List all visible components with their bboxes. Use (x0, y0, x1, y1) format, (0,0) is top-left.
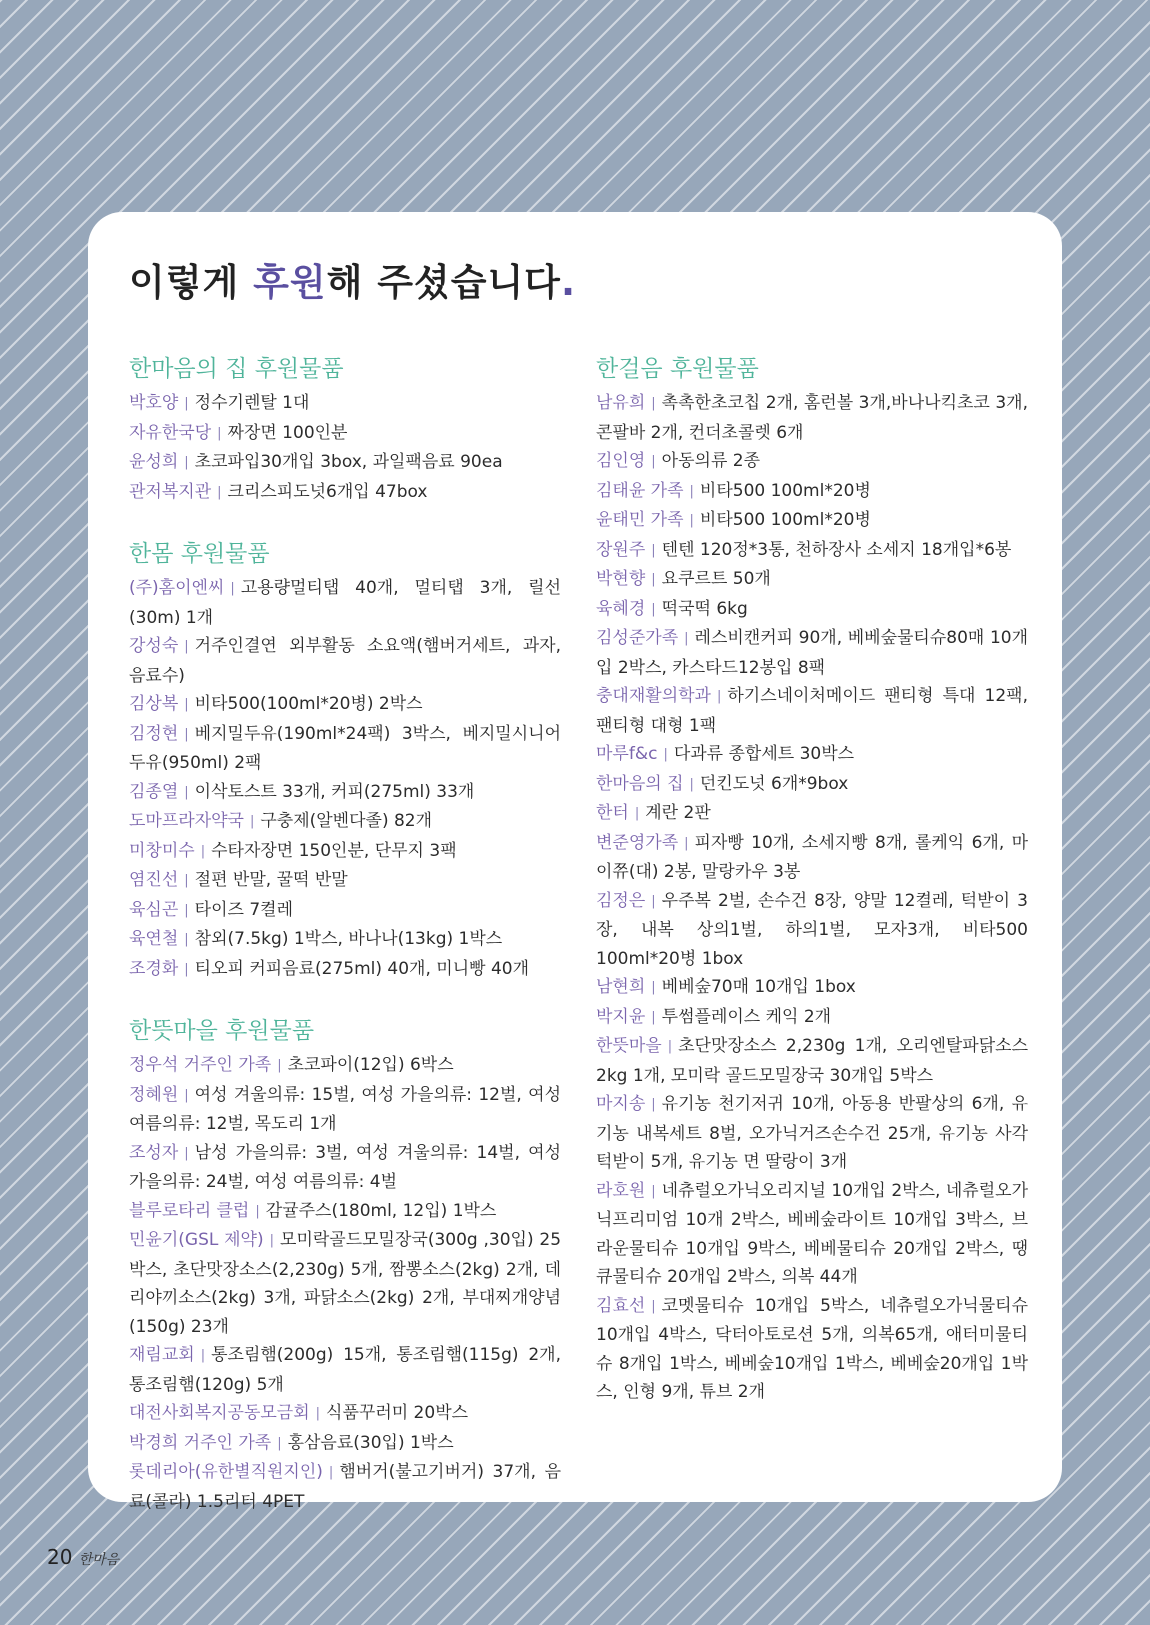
donated-items: 홍삼음료(30입) 1박스 (287, 1432, 454, 1453)
donated-items: 초코파이(12입) 6박스 (287, 1055, 454, 1075)
separator-bar: | (217, 425, 222, 441)
separator-bar: | (634, 806, 640, 821)
donation-entry (596, 1003, 1028, 1033)
donor-name: 마지송 (596, 1094, 646, 1114)
donation-entry (129, 478, 561, 508)
donated-items: 다과류 종합세트 30박스 (673, 744, 855, 764)
donated-items: 초단맛장소스 2,230g 1개, 오리엔탈파닭소스 2kg 1개, 모미락 골드모밀장국 30개입 5박스 (596, 1036, 1028, 1086)
donation-section (129, 1012, 561, 1516)
donated-items: 텐텐 120정*3통, 천하장사 소세지 18개입*6봉 (661, 539, 1012, 560)
donated-items: 초코파입30개입 3box, 과일팩음료 90ea (194, 452, 503, 472)
donation-entry (596, 829, 1028, 887)
donor-name: 남유희 (596, 393, 646, 413)
donor-name: 한마음의 집 (596, 773, 684, 794)
separator-bar: | (184, 639, 189, 654)
donation-entry (129, 837, 561, 867)
donated-items: 유기농 천기저귀 10개, 아동용 반팔상의 6개, 유기농 내복세트 8벌, 오가닉거즈손수건 25개, 유기농 사각턱받이 5개, 유기농 면 딸랑이 3개 (596, 1094, 1028, 1172)
donation-entry (129, 1226, 561, 1341)
donor-name: 한뜻마을 (596, 1036, 662, 1056)
donor-name: 관저복지관 (129, 481, 212, 502)
separator-bar: | (651, 980, 656, 995)
right-column (596, 350, 1028, 1435)
donation-entry (129, 632, 561, 690)
donated-items: 요쿠르트 50개 (661, 569, 771, 589)
left-column (129, 350, 561, 1544)
donated-items: 투썸플레이스 케익 2개 (661, 1006, 832, 1027)
donation-entry (129, 574, 561, 632)
separator-bar: | (184, 726, 189, 742)
separator-bar: | (230, 581, 235, 596)
donated-items: 햄버거(불고기버거) 37개, 음료(콜라) 1.5리터 4PET (129, 1462, 561, 1512)
donation-entry (129, 807, 561, 837)
donor-name: 박호양 (129, 393, 179, 413)
donor-name: 육연철 (129, 929, 179, 949)
donor-name: 라호원 (596, 1180, 646, 1201)
separator-bar: | (200, 843, 206, 859)
donor-name: 박현향 (596, 569, 646, 589)
donated-items: 이삭토스트 33개, 커피(275ml) 33개 (194, 781, 475, 802)
separator-bar: | (651, 396, 656, 411)
content-card (88, 212, 1062, 1512)
separator-bar: | (277, 1435, 282, 1451)
separator-bar: | (651, 893, 656, 909)
separator-bar: | (184, 902, 189, 918)
donated-items: 베베숲70매 10개입 1box (661, 977, 856, 997)
donated-items: 타이즈 7켤레 (194, 899, 294, 920)
donation-entry (596, 595, 1028, 625)
separator-bar: | (663, 747, 668, 762)
page-title-accent: 후원 (253, 261, 327, 304)
donated-items: 통조림햄(200g) 15개, 통조림햄(115g) 2개, 통조림햄(120g) 5개 (129, 1345, 561, 1395)
donor-name: 강성숙 (129, 636, 179, 656)
donor-name: 남현희 (596, 977, 646, 997)
donation-entry (596, 389, 1028, 447)
donation-entry (129, 1429, 561, 1459)
separator-bar: | (689, 776, 694, 792)
donated-items: 비타500 100ml*20병 (699, 510, 871, 530)
donation-entry (596, 506, 1028, 536)
separator-bar: | (184, 873, 189, 888)
donation-entry (596, 1090, 1028, 1177)
donation-entry (596, 536, 1028, 566)
donor-name: 민윤기(GSL 제약) (129, 1230, 264, 1250)
donation-entry (596, 565, 1028, 595)
section-title: 한몸 후원물품 (129, 541, 270, 567)
donor-name: 박경희 거주인 가족 (129, 1432, 272, 1453)
donor-name: 염진선 (129, 870, 179, 890)
section-title: 한뜻마을 후원물품 (129, 1018, 315, 1044)
donor-name: 마루f&c (596, 744, 658, 764)
donated-items: 수타자장면 150인분, 단무지 3팩 (211, 840, 457, 861)
donor-name: 대전사회복지공동모금회 (129, 1403, 310, 1423)
magazine-logo: 한마음 (78, 1552, 120, 1568)
donation-entry (596, 799, 1028, 829)
donation-entry (596, 1292, 1028, 1407)
donation-section (129, 535, 561, 984)
donation-entry (129, 896, 561, 926)
separator-bar: | (651, 454, 656, 469)
separator-bar: | (184, 697, 189, 712)
donor-name: 장원주 (596, 539, 646, 560)
donor-name: 조경화 (129, 958, 179, 979)
donation-entry (129, 866, 561, 896)
donated-items: 절편 반말, 꿀떡 반말 (194, 870, 348, 890)
section-title: 한걸음 후원물품 (596, 356, 759, 382)
donated-items: 던킨도넛 6개*9box (699, 773, 849, 794)
separator-bar: | (184, 1145, 189, 1161)
donation-entry (596, 447, 1028, 477)
donated-items: 감귤주스(180ml, 12입) 1박스 (265, 1200, 497, 1221)
donated-items: 짜장면 100인분 (227, 422, 348, 443)
donation-entry (129, 955, 561, 985)
donor-name: 블루로타리 클럽 (129, 1200, 250, 1221)
donation-entry (129, 1458, 561, 1516)
separator-bar: | (184, 932, 189, 947)
donated-items: 네츄럴오가닉오리지널 10개입 2박스, 네츄럴오가닉프리미엄 10개 2박스, 베베숲라이트 10개입 3박스, 브라운물티슈 10개입 9박스, 베베물티슈 20개입 2박스, 땡큐물티슈 20개입 2박스, 의복 44개 (596, 1180, 1028, 1287)
donated-items: 비타500 100ml*20병 (699, 480, 871, 501)
donated-items: 고용량멀티탭 40개, 멀티탭 3개, 릴선(30m) 1개 (129, 578, 561, 628)
donor-name: 김효선 (596, 1295, 646, 1316)
donor-name: 윤성희 (129, 452, 179, 472)
page-number: 20 (47, 1545, 73, 1569)
donor-name: 정혜원 (129, 1084, 179, 1105)
donated-items: 구충제(알벤다졸) 82개 (260, 811, 433, 831)
donor-name: 김인영 (596, 451, 646, 471)
separator-bar: | (651, 1097, 656, 1112)
donated-items: 참외(7.5kg) 1박스, 바나나(13kg) 1박스 (194, 929, 503, 949)
page-title-pre: 이렇게 (129, 261, 254, 304)
donor-name: 변준영가족 (596, 832, 679, 853)
donor-name: 김성준가족 (596, 628, 679, 648)
donor-name: 김정은 (596, 890, 646, 911)
separator-bar: | (651, 1298, 656, 1314)
donation-entry (596, 740, 1028, 770)
donation-section (129, 350, 561, 507)
donation-entry (129, 720, 561, 778)
donation-entry (129, 419, 561, 449)
donated-items: 레스비캔커피 90개, 베베숲물티슈80매 10개입 2박스, 카스타드12봉입 8팩 (596, 628, 1028, 678)
donated-items: 정수기렌탈 1대 (194, 393, 310, 413)
donation-entry (129, 925, 561, 955)
separator-bar: | (667, 1039, 673, 1054)
separator-bar: | (651, 1183, 656, 1199)
donor-name: 롯데리아(유한별직원지인) (129, 1462, 323, 1482)
donation-entry (596, 624, 1028, 682)
donor-name: 김태윤 가족 (596, 480, 684, 501)
separator-bar: | (328, 1465, 334, 1480)
separator-bar: | (277, 1058, 282, 1073)
donation-entry (596, 477, 1028, 507)
separator-bar: | (689, 513, 694, 528)
separator-bar: | (217, 484, 222, 500)
donation-entry (129, 690, 561, 720)
page-footer (47, 1545, 119, 1569)
separator-bar: | (184, 961, 189, 977)
donation-entry (129, 448, 561, 478)
donated-items: 우주복 2벌, 손수건 8장, 양말 12켤레, 턱받이 3장, 내복 상의1벌, 하의1벌, 모자3개, 비타500 100ml*20병 1box (596, 890, 1028, 969)
separator-bar: | (184, 396, 189, 411)
donation-section (596, 350, 1028, 1407)
donation-entry (129, 1399, 561, 1429)
separator-bar: | (184, 455, 189, 470)
separator-bar: | (651, 542, 656, 558)
donor-name: (주)홈이엔씨 (129, 578, 225, 598)
donated-items: 남성 가을의류: 3벌, 여성 겨울의류: 14벌, 여성 가을의류: 24벌, 여성 여름의류: 4벌 (129, 1142, 561, 1192)
donated-items: 하기스네이처메이드 팬티형 특대 12팩, 팬티형 대형 1팩 (596, 686, 1028, 736)
donation-entry (129, 1197, 561, 1227)
donated-items: 촉촉한초코칩 2개, 홈런볼 3개,바나나킥초코 3개, 콘팔바 2개, 컨더초콜렛 6개 (596, 393, 1028, 443)
donor-name: 김상복 (129, 694, 179, 714)
donation-entry (129, 1051, 561, 1081)
separator-bar: | (200, 1348, 206, 1363)
donation-entry (129, 778, 561, 808)
donated-items: 거주인결연 외부활동 소요액(햄버거세트, 과자, 음료수) (129, 636, 561, 686)
donated-items: 아동의류 2종 (661, 451, 761, 471)
donated-items: 코멧물티슈 10개입 5박스, 네츄럴오가닉물티슈 10개입 4박스, 닥터아토로션 5개, 의복65개, 애터미물티슈 8개입 1박스, 베베숲10개입 1박스, 베베숲20개입 1박스, 인형 9개, 튜브 2개 (596, 1295, 1028, 1402)
donation-entry (596, 1032, 1028, 1090)
donated-items: 떡국떡 6kg (661, 598, 748, 619)
donated-items: 식품꾸러미 20박스 (326, 1403, 469, 1423)
donor-name: 윤태민 가족 (596, 510, 684, 530)
donation-entry (129, 389, 561, 419)
donation-entry (596, 973, 1028, 1003)
page-title (129, 252, 576, 306)
page-title-post: 해 주셨습니다 (326, 261, 561, 304)
page-title-dot: . (560, 261, 576, 304)
separator-bar: | (651, 1009, 656, 1025)
donated-items: 여성 겨울의류: 15벌, 여성 가을의류: 12벌, 여성 여름의류: 12벌, 목도리 1개 (129, 1084, 561, 1134)
separator-bar: | (249, 814, 255, 829)
donated-items: 비타500(100ml*20병) 2박스 (194, 694, 423, 714)
donor-name: 한터 (596, 803, 629, 823)
donor-name: 정우석 거주인 가족 (129, 1055, 272, 1075)
separator-bar: | (255, 1203, 260, 1219)
donor-name: 박지윤 (596, 1006, 646, 1027)
donation-entry (129, 1341, 561, 1399)
donor-name: 김종열 (129, 781, 179, 802)
donor-name: 김정현 (129, 723, 179, 744)
donor-name: 도마프라자약국 (129, 811, 244, 831)
donor-name: 미창미수 (129, 840, 195, 861)
separator-bar: | (689, 483, 694, 499)
separator-bar: | (269, 1233, 275, 1248)
section-title: 한마음의 집 후원물품 (129, 356, 344, 382)
donation-entry (596, 887, 1028, 974)
donation-entry (129, 1081, 561, 1139)
donation-entry (596, 1177, 1028, 1292)
separator-bar: | (716, 689, 722, 704)
separator-bar: | (184, 1087, 189, 1103)
donor-name: 재림교회 (129, 1345, 195, 1365)
separator-bar: | (651, 601, 656, 617)
separator-bar: | (651, 572, 656, 587)
donated-items: 모미락골드모밀장국(300g ,30입) 25박스, 초단맛장소스(2,230g) 5개, 짬뽕소스(2kg) 2개, 데리야끼소스(2kg) 3개, 파닭소스(2kg) 2개, 부대찌개양념(150g) 23개 (129, 1230, 562, 1337)
donor-name: 육혜경 (596, 598, 646, 619)
separator-bar: | (184, 784, 189, 800)
donor-name: 충대재활의학과 (596, 686, 711, 706)
donor-name: 조성자 (129, 1142, 179, 1163)
donor-name: 육심곤 (129, 899, 179, 920)
donated-items: 베지밀두유(190ml*24팩) 3박스, 베지밀시니어두유(950ml) 2팩 (129, 723, 561, 773)
donation-entry (129, 1139, 561, 1197)
donor-name: 자유한국당 (129, 422, 212, 443)
donation-entry (596, 682, 1028, 740)
donated-items: 티오피 커피음료(275ml) 40개, 미니빵 40개 (194, 958, 530, 979)
donated-items: 크리스피도넛6개입 47box (227, 481, 428, 502)
donated-items: 계란 2판 (645, 803, 711, 823)
donation-entry (596, 770, 1028, 800)
donated-items: 피자빵 10개, 소세지빵 8개, 롤케익 6개, 마이쮸(대) 2봉, 말랑카우 3봉 (596, 832, 1028, 882)
separator-bar: | (684, 835, 689, 851)
separator-bar: | (315, 1406, 321, 1421)
separator-bar: | (684, 631, 689, 646)
